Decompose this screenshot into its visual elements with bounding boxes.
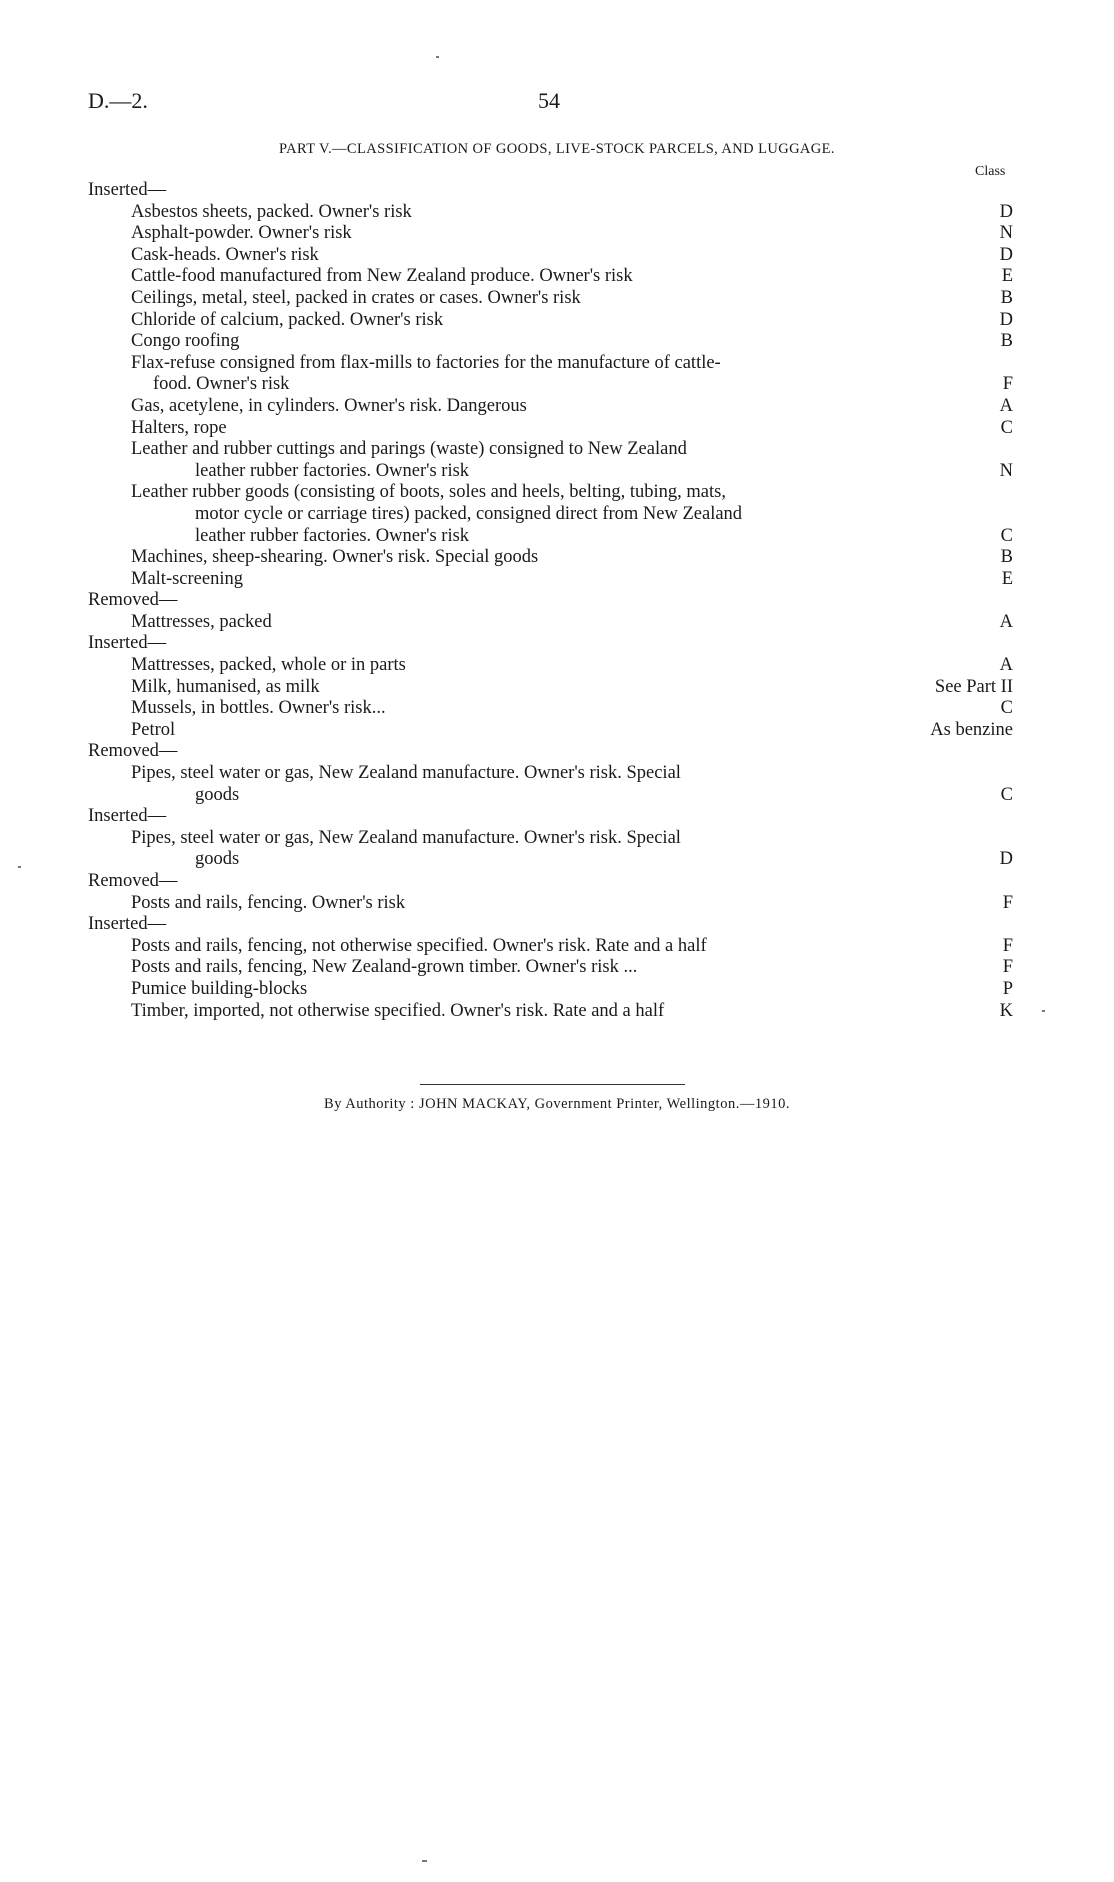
goods-description: Pipes, steel water or gas, New Zealand manufacture. Owner's risk. Special <box>131 763 681 784</box>
goods-description: Flax-refuse consigned from flax-mills to factories for the manufacture of cattle- <box>131 352 721 373</box>
classification-row <box>0 828 1114 850</box>
goods-description: Chloride of calcium, packed. Owner's risk <box>131 309 444 330</box>
section-heading <box>0 741 1114 763</box>
goods-description: Posts and rails, fencing. Owner's risk <box>131 892 406 913</box>
section-heading-label: Removed— <box>88 590 178 611</box>
class-value: K <box>999 1000 1013 1021</box>
goods-description: leather rubber factories. Owner's risk <box>195 460 470 481</box>
goods-description: Posts and rails, fencing, not otherwise specified. Owner's risk. Rate and a half <box>131 935 707 956</box>
section-heading-label: Removed— <box>88 871 178 891</box>
footer-divider <box>420 1084 685 1085</box>
classification-row <box>0 288 1114 310</box>
classification-row <box>0 655 1114 677</box>
class-value: B <box>1000 331 1013 352</box>
goods-description: Cattle-food manufactured from New Zealand produce. Owner's risk <box>131 266 633 287</box>
section-title: PART V.—CLASSIFICATION OF GOODS, LIVE-STOCK PARCELS, AND LUGGAGE. <box>279 141 835 157</box>
classification-row <box>0 461 1114 483</box>
class-value: N <box>999 223 1013 244</box>
classification-row <box>0 353 1114 375</box>
class-value: C <box>1000 417 1013 438</box>
class-value: C <box>1000 525 1013 546</box>
classification-row <box>0 439 1114 461</box>
scan-speck <box>436 56 439 58</box>
classification-row <box>0 504 1114 526</box>
class-value: F <box>1002 957 1013 978</box>
section-heading-label: Inserted— <box>88 180 167 200</box>
section-heading <box>0 590 1114 612</box>
classification-row <box>0 785 1114 807</box>
goods-description: Pumice building-blocks <box>131 978 308 999</box>
goods-description: Machines, sheep-shearing. Owner's risk. Special goods <box>131 547 539 568</box>
goods-description: goods <box>195 849 240 870</box>
goods-description: Milk, humanised, as milk <box>131 676 320 697</box>
goods-description: Mattresses, packed, whole or in parts <box>131 655 406 676</box>
scan-speck <box>1042 1010 1045 1012</box>
class-value: C <box>1000 698 1013 719</box>
classification-row <box>0 266 1114 288</box>
section-heading <box>0 871 1114 893</box>
classification-row <box>0 698 1114 720</box>
classification-row <box>0 482 1114 504</box>
classification-row <box>0 526 1114 548</box>
goods-description: Timber, imported, not otherwise specified. Owner's risk. Rate and a half <box>131 1000 665 1021</box>
section-heading-label: Inserted— <box>88 633 167 654</box>
section-heading-label: Inserted— <box>88 806 167 827</box>
classification-row <box>0 849 1114 871</box>
classification-row <box>0 396 1114 418</box>
goods-description: motor cycle or carriage tires) packed, consigned direct from New Zealand <box>195 503 743 524</box>
classification-row <box>0 677 1114 699</box>
goods-description: Gas, acetylene, in cylinders. Owner's risk. Dangerous <box>131 395 527 416</box>
class-column-header: Class <box>975 164 1006 179</box>
section-heading <box>0 180 1114 202</box>
classification-row <box>0 547 1114 569</box>
goods-description: leather rubber factories. Owner's risk <box>195 525 470 546</box>
class-value: F <box>1002 935 1013 956</box>
goods-description: Asbestos sheets, packed. Owner's risk <box>131 201 412 222</box>
class-value: D <box>999 244 1013 265</box>
scan-speck <box>422 1860 427 1862</box>
classification-row <box>0 202 1114 224</box>
class-value: E <box>1001 266 1013 287</box>
class-value: C <box>1000 784 1013 805</box>
class-value: D <box>999 849 1013 870</box>
class-value: F <box>1002 374 1013 395</box>
goods-description: Halters, rope <box>131 417 227 438</box>
class-value: P <box>1002 978 1013 999</box>
goods-description: Cask-heads. Owner's risk <box>131 244 319 265</box>
class-value: N <box>999 460 1013 481</box>
goods-description: goods <box>195 784 240 805</box>
goods-description: Congo roofing <box>131 331 240 352</box>
class-value: B <box>1000 287 1013 308</box>
goods-description: Malt-screening <box>131 568 243 589</box>
classification-row <box>0 374 1114 396</box>
class-value: D <box>999 309 1013 330</box>
goods-description: Asphalt-powder. Owner's risk <box>131 223 352 244</box>
goods-description: Mussels, in bottles. Owner's risk... <box>131 698 386 719</box>
class-value: A <box>999 395 1013 416</box>
classification-row <box>0 612 1114 634</box>
section-heading <box>0 806 1114 828</box>
class-value: E <box>1001 568 1013 589</box>
goods-description: Mattresses, packed <box>131 611 272 632</box>
goods-description: Pipes, steel water or gas, New Zealand manufacture. Owner's risk. Special <box>131 827 681 848</box>
class-value: F <box>1002 892 1013 913</box>
classification-row <box>0 418 1114 440</box>
classification-row <box>0 893 1114 915</box>
classification-row <box>0 1001 1114 1023</box>
classification-row <box>0 331 1114 353</box>
classification-row <box>0 310 1114 332</box>
section-heading <box>0 633 1114 655</box>
classification-row <box>0 763 1114 785</box>
classification-list <box>0 180 1114 1022</box>
goods-description: Petrol <box>131 719 176 740</box>
printer-imprint: By Authority : JOHN MACKAY, Government Printer, Wellington.—1910. <box>324 1096 790 1112</box>
page-number: 54 <box>538 88 560 113</box>
classification-row <box>0 245 1114 267</box>
goods-description: Posts and rails, fencing, New Zealand-grown timber. Owner's risk ... <box>131 957 638 978</box>
goods-description: Leather rubber goods (consisting of boots, soles and heels, belting, tubing, mats, <box>131 482 726 503</box>
class-value: A <box>999 655 1013 676</box>
goods-description: food. Owner's risk <box>153 374 290 395</box>
classification-row <box>0 569 1114 591</box>
classification-row <box>0 936 1114 958</box>
classification-row <box>0 979 1114 1001</box>
class-value: See Part II <box>934 676 1013 697</box>
classification-row <box>0 720 1114 742</box>
class-value: D <box>999 201 1013 222</box>
class-value: A <box>999 611 1013 632</box>
classification-row <box>0 957 1114 979</box>
classification-row <box>0 223 1114 245</box>
section-heading-label: Inserted— <box>88 914 167 935</box>
document-code: D.—2. <box>88 88 148 113</box>
class-value: B <box>1000 547 1013 568</box>
class-value: As benzine <box>930 719 1013 740</box>
section-heading <box>0 914 1114 936</box>
scan-speck <box>18 866 21 868</box>
section-heading-label: Removed— <box>88 741 178 762</box>
goods-description: Leather and rubber cuttings and parings (waste) consigned to New Zealand <box>131 439 687 460</box>
goods-description: Ceilings, metal, steel, packed in crates or cases. Owner's risk <box>131 287 581 308</box>
